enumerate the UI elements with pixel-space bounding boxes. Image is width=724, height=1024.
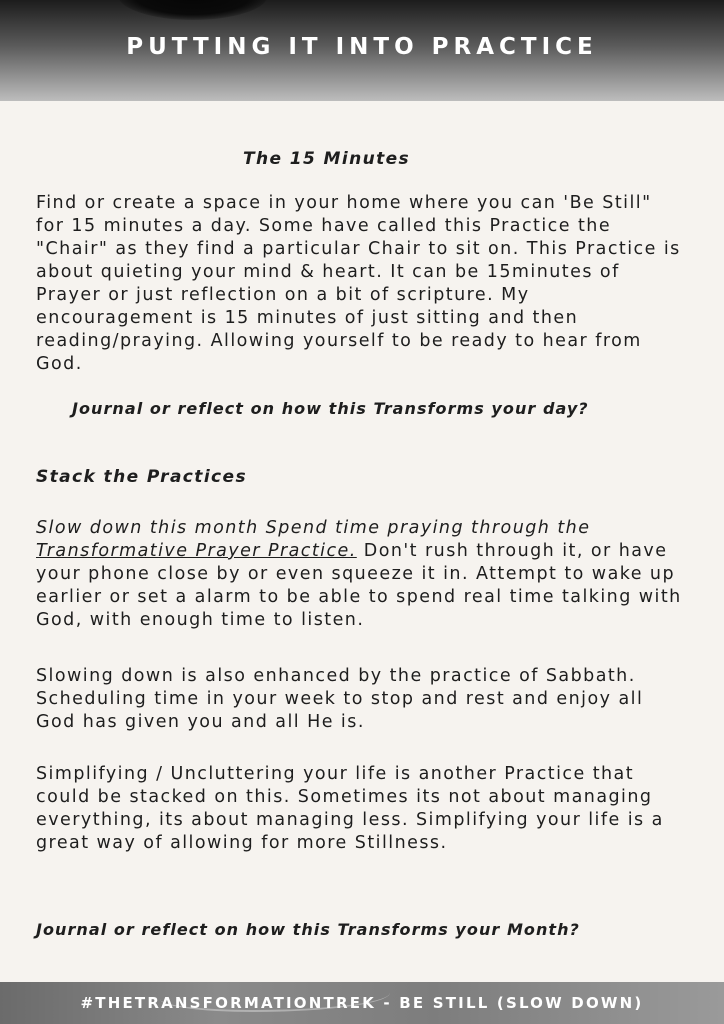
section-heading-15-minutes: The 15 Minutes [243,149,411,169]
transformative-prayer-link[interactable]: Transformative Prayer Practice. [36,541,357,561]
header-banner [0,0,724,101]
journal-prompt-day: Journal or reflect on how this Transforms your day? [72,399,589,418]
page-title: PUTTING IT INTO PRACTICE [126,34,598,60]
footer-banner [0,982,724,1024]
stack-paragraph-1 [36,517,686,632]
stack-paragraph-1-lead: Slow down this month Spend time praying through the [36,518,591,538]
stone-image [118,0,268,20]
journal-prompt-month: Journal or reflect on how this Transforms your Month? [36,920,580,939]
stack-paragraph-3: Simplifying / Uncluttering your life is another Practice that could be stacked on this. Sometimes its not about managing everything, its about managing less. Simplifying your life is a great way of allowing for more Stillness. [36,764,664,853]
section-heading-stack: Stack the Practices [36,467,247,487]
stack-paragraph-2: Slowing down is also enhanced by the practice of Sabbath. Scheduling time in your week to stop and rest and enjoy all God has given you and all He is. [36,666,644,732]
stack-paragraph-1-rest: Don't rush through it, or have your phone close by or even squeeze it in. Attempt to wake up earlier or set a alarm to be able to spend real time talking with God, with enough time to listen. [36,541,682,630]
section-15-minutes-body: Find or create a space in your home where you can 'Be Still" for 15 minutes a day. Some have called this Practice the "Chair" as they find a particular Chair to sit on. This Practice is about quieting your mind & heart. It can be 15minutes of Prayer or just reflection on a bit of scripture. My encouragement is 15 minutes of just sitting and then reading/praying. Allowing yourself to be ready to hear from God. [36,193,681,374]
footer-hashtag: #THETRANSFORMATIONTREK - BE STILL (SLOW DOWN) [80,994,644,1012]
